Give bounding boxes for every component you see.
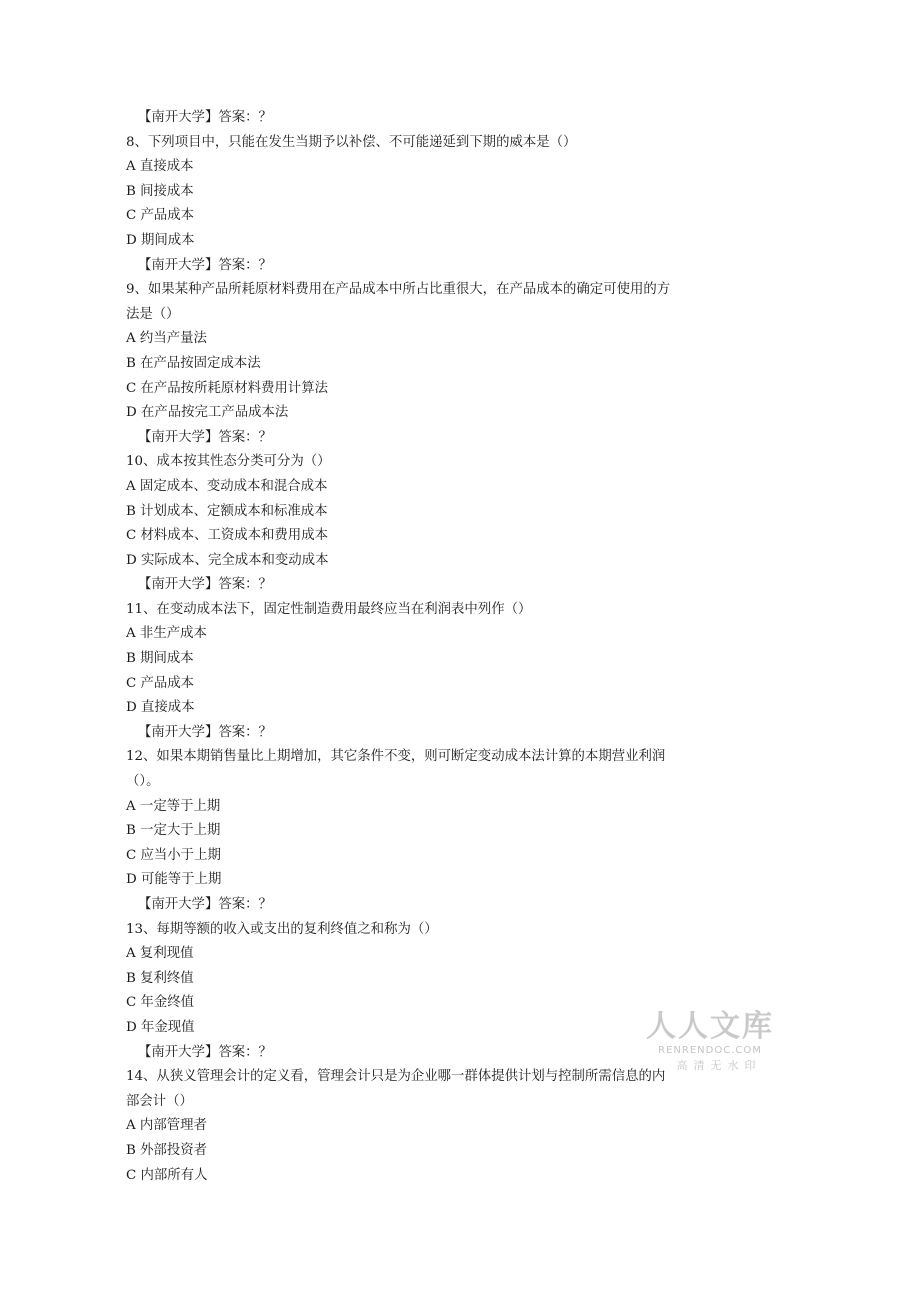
question-line: 部会计（） — [126, 1093, 193, 1109]
answer-line: 【南开大学】答案：？ — [138, 1044, 272, 1060]
option-line: A 复利现值 — [126, 946, 194, 962]
question-line: 法是（） — [126, 306, 180, 322]
option-line: C 在产品按所耗原材料费用计算法 — [126, 380, 328, 396]
option-line: B 在产品按固定成本法 — [126, 355, 261, 371]
option-line: D 在产品按完工产品成本法 — [126, 405, 289, 421]
option-line: C 内部所有人 — [126, 1167, 208, 1183]
option-line: D 年金现值 — [126, 1019, 195, 1035]
answer-line: 【南开大学】答案：？ — [138, 257, 272, 273]
option-line: D 实际成本、完全成本和变动成本 — [126, 552, 329, 568]
option-line: B 一定大于上期 — [126, 823, 221, 839]
question-line: 11、在变动成本法下，固定性制造费用最终应当在利润表中列作（） — [126, 601, 532, 617]
question-line: 8、下列项目中，只能在发生当期予以补偿、不可能递延到下期的威本是（） — [126, 134, 577, 150]
question-line: 9、如果某种产品所耗原材料费用在产品成本中所占比重很大，在产品成本的确定可使用的方 — [126, 282, 671, 298]
watermark-title: 人人文库 — [646, 1009, 774, 1044]
answer-line: 【南开大学】答案：？ — [138, 897, 272, 912]
question-line: 13、每期等额的收入或支出的复利终值之和称为（） — [126, 921, 438, 937]
option-line: A 非生产成本 — [126, 626, 207, 642]
option-line: D 期间成本 — [126, 232, 195, 248]
answer-line: 【南开大学】答案：？ — [138, 577, 272, 593]
answer-line: 【南开大学】答案：？ — [138, 429, 272, 445]
question-line: 12、如果本期销售量比上期增加，其它条件不变，则可断定变动成本法计算的本期营业利润 — [126, 749, 666, 765]
watermark-url: RENRENDOC.COM — [658, 1045, 762, 1056]
option-line: D 直接成本 — [126, 700, 195, 716]
option-line: B 间接成本 — [126, 183, 194, 199]
option-line: C 产品成本 — [126, 208, 195, 224]
option-line: B 复利终值 — [126, 970, 194, 986]
question-line: 14、从狭义管理会计的定义看，管理会计只是为企业哪一群体提供计划与控制所需信息的内 — [126, 1069, 666, 1085]
option-line: A 直接成本 — [126, 159, 194, 175]
watermark-subtitle: 高清无水印 — [676, 1059, 762, 1072]
option-line: A 固定成本、变动成本和混合成本 — [126, 478, 328, 494]
option-line: A 内部管理者 — [126, 1118, 207, 1134]
option-line: C 年金终值 — [126, 995, 195, 1011]
option-line: B 外部投资者 — [126, 1142, 208, 1158]
option-line: A 一定等于上期 — [126, 798, 221, 814]
option-line: D 可能等于上期 — [126, 872, 222, 888]
answer-line: 【南开大学】答案：？ — [138, 724, 272, 740]
option-line: B 期间成本 — [126, 651, 194, 667]
option-line: C 应当小于上期 — [126, 847, 221, 863]
question-line: 10、成本按其性态分类可分为（） — [126, 454, 331, 470]
option-line: C 产品成本 — [126, 675, 195, 691]
answer-line: 【南开大学】答案：？ — [138, 110, 272, 125]
watermark-logo — [640, 1010, 780, 1074]
option-line: C 材料成本、工资成本和费用成本 — [126, 528, 328, 544]
option-line: A 约当产量法 — [126, 331, 207, 347]
option-line: B 计划成本、定额成本和标准成本 — [126, 503, 328, 519]
question-line: （）。 — [126, 774, 160, 790]
